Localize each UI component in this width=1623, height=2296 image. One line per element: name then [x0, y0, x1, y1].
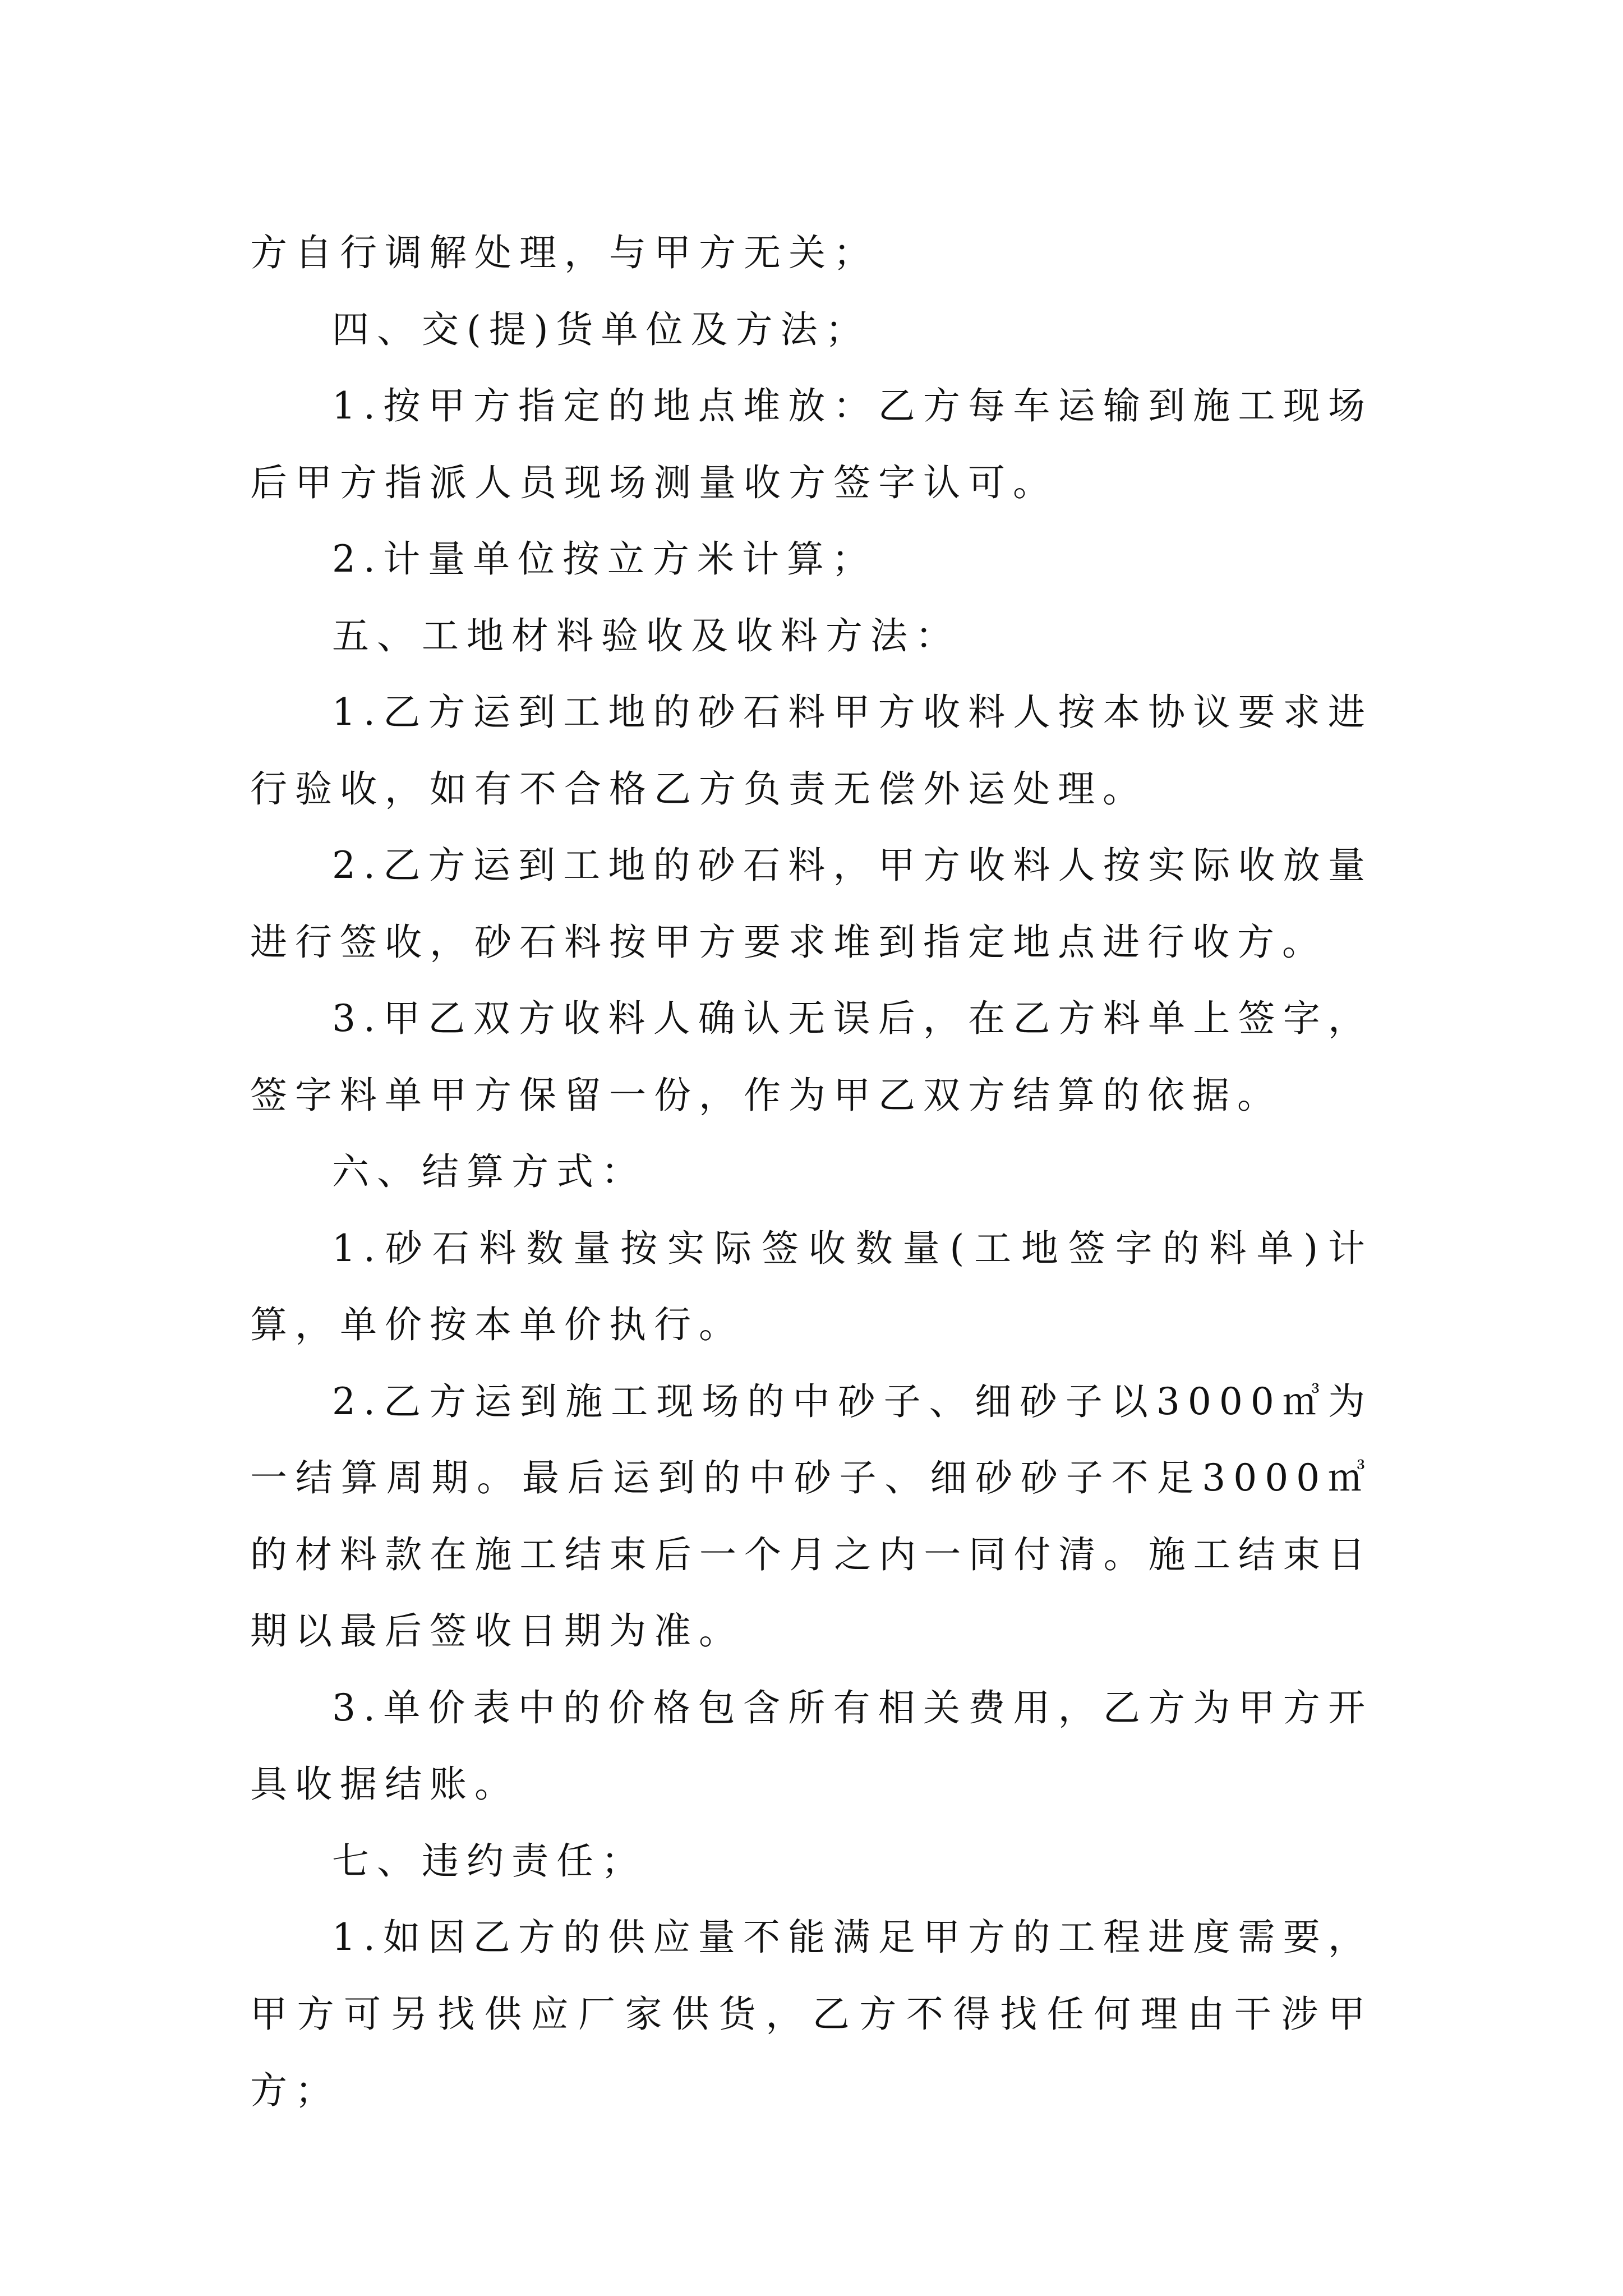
paragraph: 2.乙方运到工地的砂石料，甲方收料人按实际收放量进行签收，砂石料按甲方要求堆到指定地点进行收方。 — [250, 844, 1373, 964]
paragraph: 3.单价表中的价格包含所有相关费用，乙方为甲方开具收据结账。 — [250, 1686, 1373, 1806]
paragraph: 方自行调解处理，与甲方无关； — [250, 231, 878, 274]
paragraph: 1.乙方运到工地的砂石料甲方收料人按本协议要求进行验收，如有不合格乙方负责无偿外运处理。 — [250, 691, 1373, 811]
paragraph: 2.计量单位按立方米计算； — [332, 537, 877, 581]
section-heading: 六、结算方式： — [332, 1150, 646, 1193]
document-body — [250, 215, 1373, 2129]
paragraph: 3.甲乙双方收料人确认无误后，在乙方料单上签字，签字料单甲方保留一份，作为甲乙双方结算的依据。 — [250, 997, 1373, 1117]
section-heading: 七、违约责任； — [332, 1839, 646, 1883]
section-heading: 五、工地材料验收及收料方法： — [332, 614, 960, 657]
paragraph: 1.如因乙方的供应量不能满足甲方的工程进度需要，甲方可另找供应厂家供货，乙方不得找任何理由干涉甲方； — [250, 1916, 1373, 2112]
paragraph: 2.乙方运到施工现场的中砂子、细砂子以3000㎥为一结算周期。最后运到的中砂子、细砂砂子不足3000㎥的材料款在施工结束后一个月之内一同付清。施工结束日期以最后签收日期为准。 — [250, 1379, 1373, 1653]
paragraph: 1.按甲方指定的地点堆放：乙方每车运输到施工现场后甲方指派人员现场测量收方签字认可。 — [250, 384, 1373, 504]
section-heading: 四、交(提)货单位及方法； — [332, 307, 870, 351]
paragraph: 1.砂石料数量按实际签收数量(工地签字的料单)计算，单价按本单价执行。 — [250, 1226, 1373, 1346]
